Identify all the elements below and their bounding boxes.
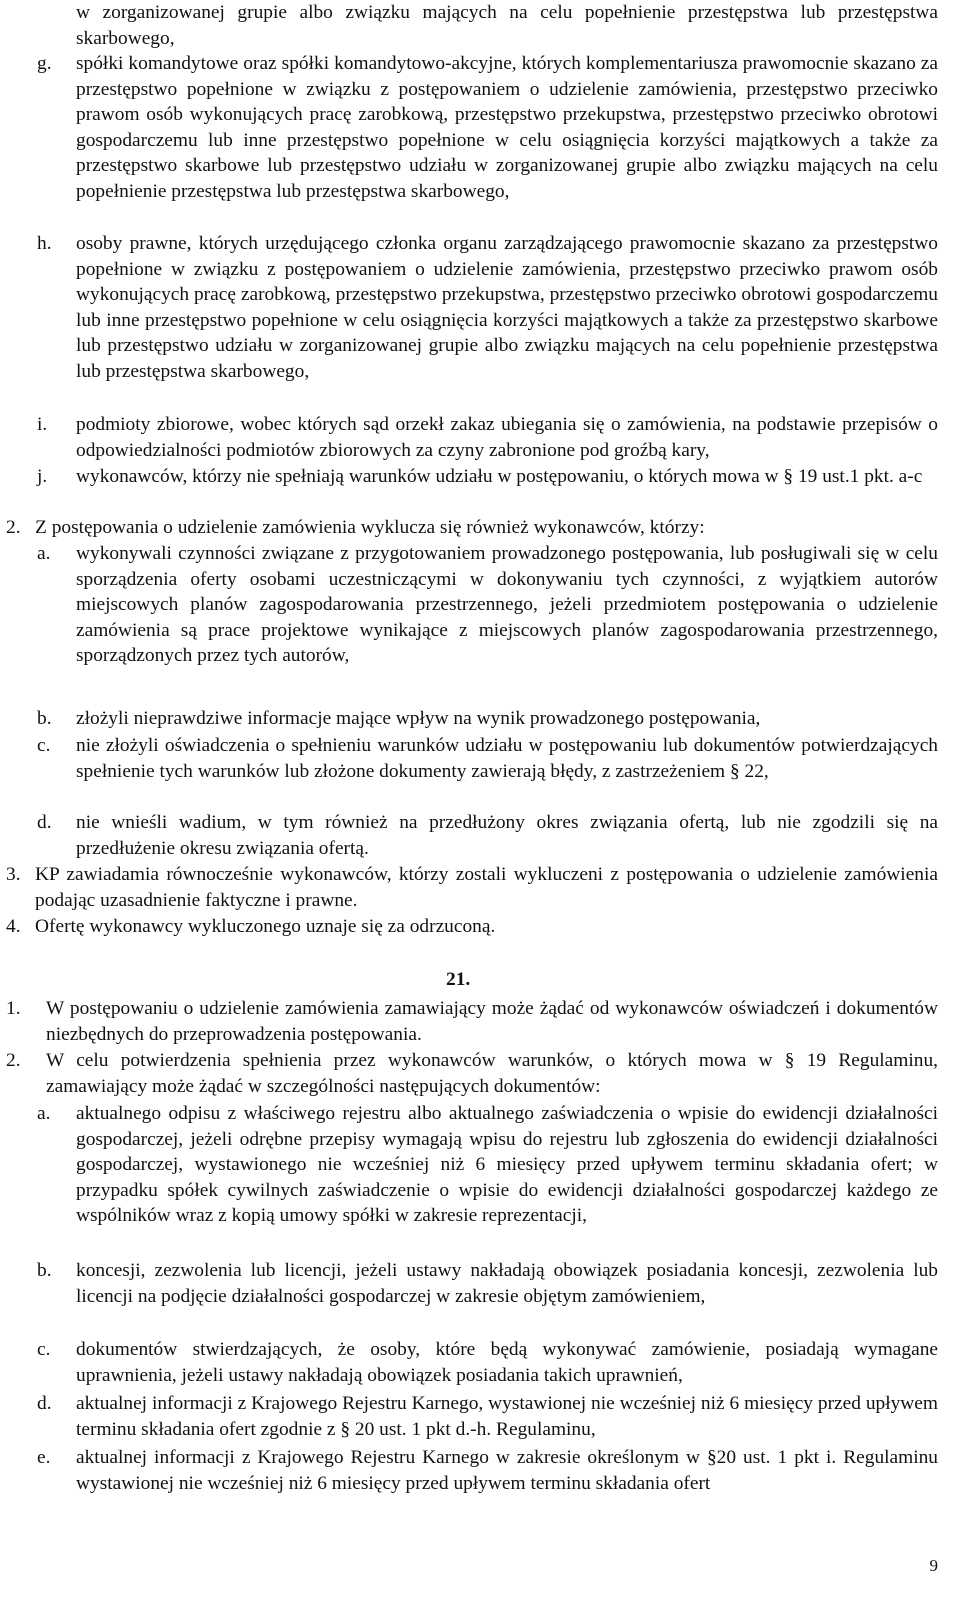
section-paragraph-1 [6,996,938,1047]
paragraph-number: 2. [6,517,21,538]
item-text: w zorganizowanej grupie albo związku mających na celu popełnienie przestępstwa lub przestępstwa skarbowego, [76,2,938,49]
item-text: złożyli nieprawdziwe informacje mające wpływ na wynik prowadzonego postępowania, [76,708,761,729]
item-marker: h. [37,233,52,254]
item-marker: c. [37,1339,51,1360]
item-marker: g. [37,53,52,74]
item-text: wykonywali czynności związane z przygotowaniem prowadzonego postępowania, lub posługiwali się w celu sporządzenia oferty osobami uczestniczącymi w dokonywaniu tych czynności, z wyjątkiem autorów miejscowych planów zagospodarowania przestrzennego, jeżeli przedmiotem postępowania o udzielenie zamówienia są prace projektowe wynikające z miejscowych planów zagospodarowania przestrzennego, sporządzonych przez tych autorów, [76,543,938,667]
list-item-h [37,231,938,385]
paragraph-text: Z postępowania o udzielenie zamówienia wyklucza się również wykonawców, którzy: [35,517,705,538]
paragraph-text: KP zawiadamia równocześnie wykonawców, którzy zostali wykluczeni z postępowania o udzielenie zamówienia podając uzasadnienie faktyczne i prawne. [35,864,938,911]
page-number: 9 [929,1556,938,1576]
list-item-f-continuation [76,0,938,51]
item-marker: e. [37,1447,51,1468]
list-item-i [37,412,938,463]
section-paragraph-2 [6,1048,938,1099]
item-text: nie wnieśli wadium, w tym również na przedłużony okres związania ofertą, lub nie zgodzili się na przedłużenie okresu związania ofertą. [76,812,938,859]
item-marker: i. [37,414,48,435]
item-marker: b. [37,708,52,729]
paragraph-text: W celu potwierdzenia spełnienia przez wykonawców warunków, o których mowa w § 19 Regulaminu, zamawiający może żądać w szczególności następujących dokumentów: [46,1050,938,1097]
paragraph-number: 1. [6,998,21,1019]
paragraph-number: 2. [6,1050,21,1071]
list-item-s2e [37,1445,938,1496]
item-marker: j. [37,466,48,487]
item-marker: c. [37,735,51,756]
list-item-2c [37,733,938,784]
item-text: aktualnej informacji z Krajowego Rejestru Karnego w zakresie określonym w §20 ust. 1 pkt i. Regulaminu wystawionej nie wcześniej niż 6 miesięcy przed upływem terminu składania ofert [76,1447,938,1494]
list-item-j [37,464,938,490]
list-item-2a [37,541,938,669]
paragraph-4 [6,914,938,940]
item-text: dokumentów stwierdzających, że osoby, które będą wykonywać zamówienie, posiadają wymagane uprawnienia, jeżeli ustawy nakładają obowiązek posiadania takich uprawnień, [76,1339,938,1386]
list-item-s2c [37,1337,938,1388]
item-text: koncesji, zezwolenia lub licencji, jeżeli ustawy nakładają obowiązek posiadania koncesji, zezwolenia lub licencji na podjęcie działalności gospodarczej w zakresie objętym zamówieniem, [76,1260,938,1307]
item-marker: a. [37,1103,51,1124]
list-item-s2b [37,1258,938,1309]
item-marker: d. [37,812,52,833]
paragraph-number: 3. [6,864,21,885]
item-text: osoby prawne, których urzędującego członka organu zarządzającego prawomocnie skazano za przestępstwo popełnione w związku z postępowaniem o udzielenie zamówienia, przestępstwo przeciwko prawom osób wykonujących pracę zarobkową, przestępstwo przekupstwa, przestępstwo przeciwko obrotowi gospodarczemu lub inne przestępstwo popełnione w celu osiągnięcia korzyści majątkowych a także za przestępstwo skarbowe lub przestępstwo udziału w zorganizowanej grupie albo związku mających na celu popełnienie przestępstwa lub przestępstwa skarbowego, [76,233,938,382]
paragraph-number: 4. [6,916,21,937]
item-text: podmioty zbiorowe, wobec których sąd orzekł zakaz ubiegania się o zamówienia, na podstawie przepisów o odpowiedzialności podmiotów zbiorowych za czyny zabronione pod groźbą kary, [76,414,938,461]
item-marker: a. [37,543,51,564]
paragraph-text: Ofertę wykonawcy wykluczonego uznaje się za odrzuconą. [35,916,496,937]
list-item-s2d [37,1391,938,1442]
item-text: wykonawców, którzy nie spełniają warunków udziału w postępowaniu, o których mowa w § 19 ust.1 pkt. a-c [76,466,923,487]
list-item-2d [37,810,938,861]
item-text: spółki komandytowe oraz spółki komandytowo-akcyjne, których komplementariusza prawomocnie skazano za przestępstwo popełnione w związku z postępowaniem o udzielenie zamówienia, przestępstwo przeciwko prawom osób wykonujących pracę zarobkową, przestępstwo przekupstwa, przestępstwo przeciwko obrotowi gospodarczemu lub inne przestępstwo popełnione w celu osiągnięcia korzyści majątkowych a także za przestępstwo skarbowe lub przestępstwo udziału w zorganizowanej grupie albo związku mających na celu popełnienie przestępstwa lub przestępstwa skarbowego, [76,53,938,202]
item-marker: d. [37,1393,52,1414]
item-marker: b. [37,1260,52,1281]
item-text: nie złożyli oświadczenia o spełnieniu warunków udziału w postępowaniu lub dokumentów potwierdzających spełnienie tych warunków lub złożone dokumenty zawierają błędy, z zastrzeżeniem § 22, [76,735,938,782]
list-item-2b [37,706,938,732]
paragraph-3 [6,862,938,913]
paragraph-2 [6,515,938,541]
item-text: aktualnego odpisu z właściwego rejestru albo aktualnego zaświadczenia o wpisie do ewidencji działalności gospodarczej, jeżeli odrębne przepisy wymagają wpisu do rejestru lub zgłoszenia do ewidencji działalności gospodarczej, wystawionego nie wcześniej niż 6 miesięcy przed upływem terminu składania ofert; w przypadku spółek cywilnych zaświadczenie o wpisie do ewidencji działalności gospodarczej każdego ze wspólników wraz z kopią umowy spółki w zakresie reprezentacji, [76,1103,938,1227]
section-number: 21. [446,969,471,990]
item-text: aktualnej informacji z Krajowego Rejestru Karnego, wystawionej nie wcześniej niż 6 miesięcy przed upływem terminu składania ofert zgodnie z § 20 ust. 1 pkt d.-h. Regulaminu, [76,1393,938,1440]
paragraph-text: W postępowaniu o udzielenie zamówienia zamawiający może żądać od wykonawców oświadczeń i dokumentów niezbędnych do przeprowadzenia postępowania. [46,998,938,1045]
list-item-g [37,51,938,205]
list-item-s2a [37,1101,938,1229]
